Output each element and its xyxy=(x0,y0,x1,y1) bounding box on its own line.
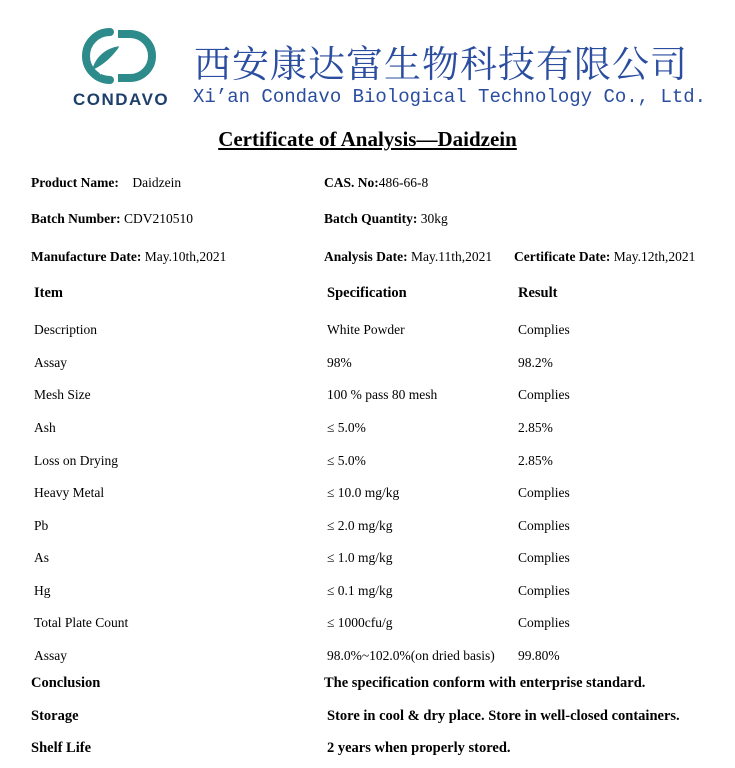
batch-number-label: Batch Number: xyxy=(31,211,121,226)
row-1-spec: White Powder xyxy=(327,322,405,337)
row-3-result: Complies xyxy=(518,387,570,402)
row-5-spec: ≤ 5.0% xyxy=(327,453,366,468)
row-11-result: 99.80% xyxy=(518,648,560,663)
row-2-result: 98.2% xyxy=(518,355,553,370)
row-6-result: Complies xyxy=(518,485,570,500)
batch-number xyxy=(31,211,193,227)
row-2-item: Assay xyxy=(34,355,67,370)
document-title: Certificate of Analysis—Daidzein xyxy=(218,127,517,151)
shelf-life-value: 2 years when properly stored. xyxy=(327,740,511,756)
conclusion-label: Conclusion xyxy=(31,675,101,691)
storage-label: Storage xyxy=(31,708,79,724)
row-3-spec: 100 % pass 80 mesh xyxy=(327,387,438,402)
analysis-date-label: Analysis Date: xyxy=(324,249,408,264)
product-name-label: Product Name: xyxy=(31,175,119,190)
batch-quantity-label: Batch Quantity: xyxy=(324,211,418,226)
product-name-value: Daidzein xyxy=(132,175,182,190)
row-11-spec: 98.0%~102.0%(on dried basis) xyxy=(327,648,495,663)
batch-quantity xyxy=(324,211,448,227)
row-9-result: Complies xyxy=(518,583,570,598)
analysis-date xyxy=(324,249,492,265)
row-6-spec: ≤ 10.0 mg/kg xyxy=(327,485,400,500)
certificate-date xyxy=(514,249,695,265)
header-specification: Specification xyxy=(327,285,407,301)
header-result: Result xyxy=(518,285,558,301)
row-8-result: Complies xyxy=(518,550,570,565)
condavo-logo-icon xyxy=(70,26,166,86)
row-7-result: Complies xyxy=(518,518,570,533)
row-9-spec: ≤ 0.1 mg/kg xyxy=(327,583,393,598)
row-1-result: Complies xyxy=(518,322,570,337)
manufacture-date-value: May.10th,2021 xyxy=(144,249,227,264)
row-6-item: Heavy Metal xyxy=(34,485,105,500)
product-name xyxy=(31,175,181,191)
row-8-spec: ≤ 1.0 mg/kg xyxy=(327,550,393,565)
row-8-item: As xyxy=(34,550,50,565)
storage-value: Store in cool & dry place. Store in well-closed containers. xyxy=(327,708,680,724)
certificate-date-value: May.12th,2021 xyxy=(613,249,696,264)
manufacture-date xyxy=(31,249,226,265)
company-name-english: Xi’an Condavo Biological Technology Co., Ltd. xyxy=(193,86,707,108)
row-7-item: Pb xyxy=(34,518,49,533)
brand-wordmark: CONDAVO xyxy=(73,90,170,109)
batch-quantity-value: 30kg xyxy=(420,211,448,226)
certificate-date-label: Certificate Date: xyxy=(514,249,611,264)
company-name-chinese: 西安康达富生物科技有限公司 xyxy=(194,43,688,86)
row-4-result: 2.85% xyxy=(518,420,553,435)
manufacture-date-label: Manufacture Date: xyxy=(31,249,142,264)
row-11-item: Assay xyxy=(34,648,67,663)
row-3-item: Mesh Size xyxy=(34,387,91,402)
cas-label: CAS. No: xyxy=(324,175,379,190)
shelf-life-label: Shelf Life xyxy=(31,740,92,756)
row-5-result: 2.85% xyxy=(518,453,553,468)
batch-number-value: CDV210510 xyxy=(124,211,194,226)
row-4-item: Ash xyxy=(34,420,56,435)
row-2-spec: 98% xyxy=(327,355,352,370)
header-item: Item xyxy=(34,285,63,301)
cas-value: 486-66-8 xyxy=(378,175,429,190)
cas-number xyxy=(324,175,428,191)
row-10-item: Total Plate Count xyxy=(34,615,129,630)
conclusion-value: The specification conform with enterprise standard. xyxy=(324,675,646,691)
row-5-item: Loss on Drying xyxy=(34,453,118,468)
row-10-result: Complies xyxy=(518,615,570,630)
row-9-item: Hg xyxy=(34,583,51,598)
row-4-spec: ≤ 5.0% xyxy=(327,420,366,435)
row-1-item: Description xyxy=(34,322,97,337)
row-10-spec: ≤ 1000cfu/g xyxy=(327,615,393,630)
analysis-date-value: May.11th,2021 xyxy=(411,249,493,264)
row-7-spec: ≤ 2.0 mg/kg xyxy=(327,518,393,533)
